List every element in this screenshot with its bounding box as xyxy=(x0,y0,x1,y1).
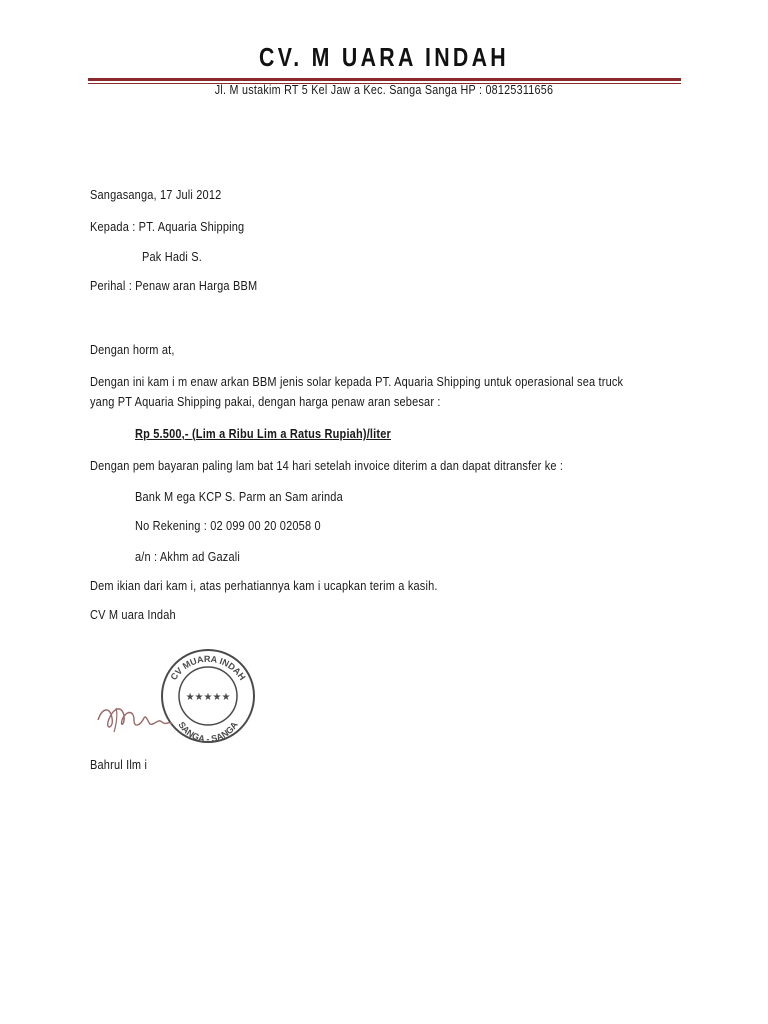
closing-remark: Dem ikian dari kam i, atas perhatiannya kam i ucapkan terim a kasih. xyxy=(90,579,438,593)
price-offer: Rp 5.500,- (Lim a Ribu Lim a Ratus Rupiah)/liter xyxy=(135,427,391,441)
body-line-1: Dengan ini kam i m enaw arkan BBM jenis solar kepada PT. Aquaria Shipping untuk operasional sea truck xyxy=(90,375,624,389)
bank-name: Bank M ega KCP S. Parm an Sam arinda xyxy=(135,490,343,504)
signatory-name: Bahrul Ilm i xyxy=(90,758,148,772)
recipient-person: Pak Hadi S. xyxy=(142,250,203,264)
subject-line: Perihal : Penaw aran Harga BBM xyxy=(90,279,258,293)
greeting: Dengan horm at, xyxy=(90,343,175,357)
account-holder: a/n : Akhm ad Gazali xyxy=(135,550,241,564)
handwritten-signature xyxy=(98,709,172,727)
sender-company: CV M uara Indah xyxy=(90,608,176,622)
stamp-bottom-text: SANGA - SANGA xyxy=(176,719,240,745)
company-address: Jl. M ustakim RT 5 Kel Jaw a Kec. Sanga Sanga HP : 08125311656 xyxy=(214,83,554,97)
header-rule-thick xyxy=(88,78,681,81)
company-stamp-icon xyxy=(92,638,262,750)
company-name-heading: CV. M UARA INDAH xyxy=(259,42,509,72)
signature-and-stamp xyxy=(92,638,262,750)
payment-terms: Dengan pem bayaran paling lam bat 14 hari setelah invoice diterim a dan dapat ditransfer ke : xyxy=(90,459,564,473)
recipient-company: Kepada : PT. Aquaria Shipping xyxy=(90,220,245,234)
body-line-2: yang PT Aquaria Shipping pakai, dengan harga penaw aran sebesar : xyxy=(90,395,441,409)
place-date: Sangasanga, 17 Juli 2012 xyxy=(90,188,222,202)
account-number: No Rekening : 02 099 00 20 02058 0 xyxy=(135,519,321,533)
stamp-top-text: CV MUARA INDAH xyxy=(168,653,248,682)
stamp-stars: ★★★★★ xyxy=(185,692,231,703)
